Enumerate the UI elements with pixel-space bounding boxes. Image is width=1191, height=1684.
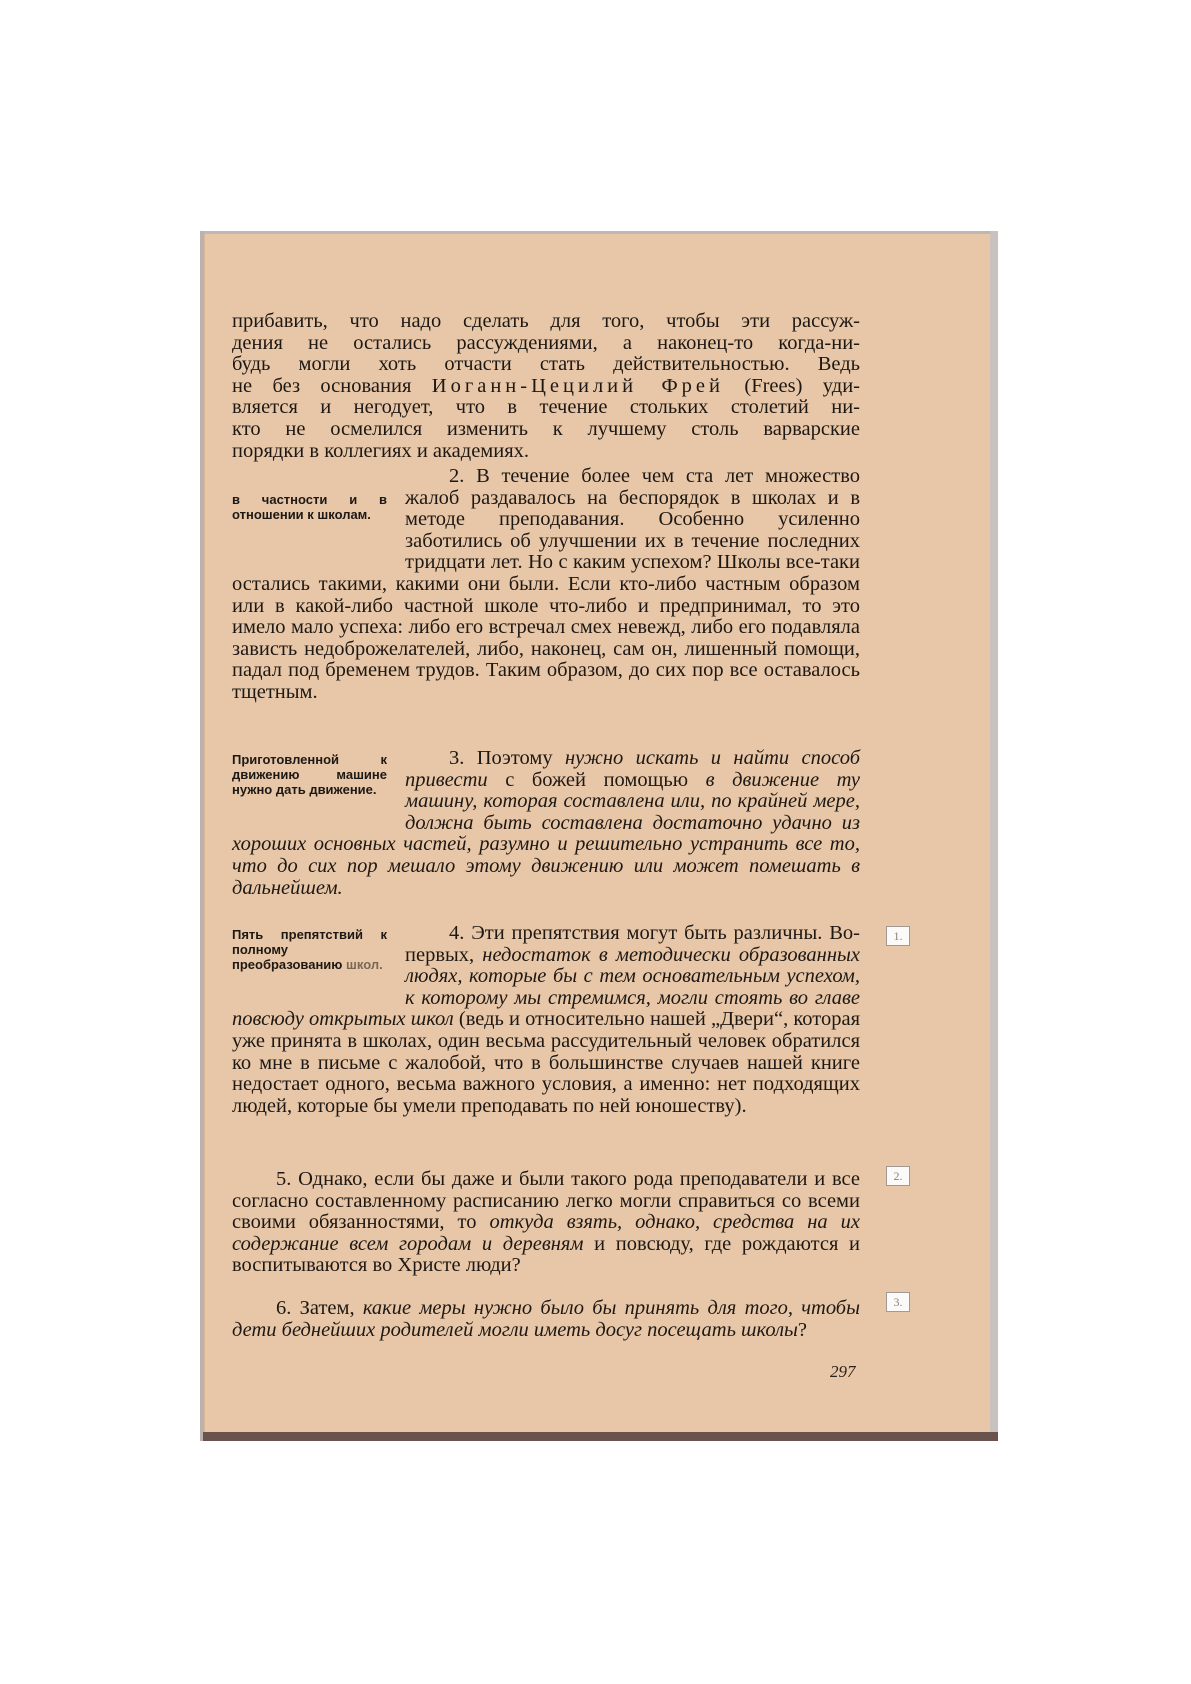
section-4 [232, 923, 860, 1117]
text-line: будь могли хоть отчасти стать действительностью. Ведь [232, 353, 860, 376]
margin-note [232, 927, 387, 993]
margin-note-text: Пять препятствий к полному преобразованию [232, 927, 387, 972]
section-2-text: 2. В течение более чем ста лет множество жалоб раздавалось на беспорядок в школах и в методе преподавания. Особенно усиленно заботились об улучшении их в течение последних тридцати лет. Но с каким успехом? Школы все-таки остались такими, какими они были. Если кто-либо частным образом или в какой-либо частной школе что-либо и предпринимал, то это имело мало успеха: либо его встречал смех невежд, либо его подавляла зависть недоброжелателей, либо, наконец, сам он, лишенный помощи, падал под бременем трудов. Таким образом, до сих пор все оставалось тщетным. [232, 465, 860, 703]
section-2 [232, 466, 860, 704]
page-number: 297 [830, 1362, 856, 1381]
text-fragment: (Frees) уди- [724, 374, 860, 397]
section-5 [232, 1169, 860, 1277]
text-line: кто не осмелился изменить к лучшему столь варварские [232, 417, 860, 440]
section-3 [232, 748, 860, 899]
section-6 [232, 1298, 860, 1341]
margin-note: Приготовленной к движению машине нужно дать движение. [232, 752, 387, 797]
text-line [232, 376, 860, 398]
text-line: дения не остались рассуждениями, а наконец-то когда-ни- [232, 331, 860, 354]
text-fragment: 6. Затем, [276, 1297, 363, 1319]
emphasis-text: нужно искать и найти способ привести [405, 747, 860, 791]
margin-marker: 2. [886, 1166, 910, 1186]
section-5-text [232, 1169, 860, 1277]
text-line: прибавить, что надо сделать для того, чтобы эти рассуж- [232, 310, 860, 332]
emphasis-text: в движение ту машину, которая составлена или, по крайней мере, должна быть составлена достаточно удачно из хороших основных частей, разумно и решительно устранить все то, что до сих пор мешало этому движению или может помешать в дальнейшем. [232, 768, 860, 899]
text-fragment: 4. Эти препятствия могут быть различны. Во-первых, [405, 922, 860, 966]
author-name: Иоганн-Цецилий Фрей [431, 374, 724, 397]
text-fragment: и повсюду, где рождаются и воспитываются во Христе люди? [232, 1232, 860, 1277]
margin-marker: 3. [886, 1292, 910, 1312]
text-line: порядки в коллегиях и академиях. [232, 439, 530, 462]
page-bottom-edge [203, 1432, 998, 1441]
text-line: вляется и негодует, что в течение стольких столетий ни- [232, 396, 860, 419]
intro-paragraph [232, 311, 860, 462]
emphasis-text: недостаток в методически образованных людях, которые бы с тем основательным успехом, к которому мы стремимся, могли стоять во главе повсюду открытых школ [232, 943, 860, 1031]
text-fragment: 3. Поэтому [449, 747, 565, 769]
text-fragment: ? [797, 1318, 808, 1341]
emphasis-text: какие меры нужно было бы принять для того, чтобы дети беднейших родителей могли иметь досуг посещать школы [232, 1297, 860, 1341]
text-fragment: с божей помощью [487, 768, 706, 791]
margin-note: в частности и в отношении к школам. [232, 492, 387, 522]
text-fragment: (ведь и относительно нашей „Двери“, которая уже принята в школах, один весьма рассудительный человек обратился ко мне в письме с жалобой, что в большинстве случаев нашей книге недостает одного, весьма важного условия, а именно: нет подходящих людей, которые бы умели преподавать по ней юношеству). [232, 1008, 860, 1117]
emphasis-text: откуда взять, однако, средства на их содержание всем городам и деревням [232, 1211, 860, 1255]
section-6-text [232, 1298, 860, 1341]
margin-note-faded: школ. [346, 957, 383, 972]
margin-marker: 1. [886, 926, 910, 946]
text-fragment: не без основания [232, 374, 432, 397]
text-fragment: 5. Однако, если бы даже и были такого рода преподаватели и все согласно составленному расписанию легко могли справиться со всеми своими обязанностями, то [232, 1168, 860, 1234]
